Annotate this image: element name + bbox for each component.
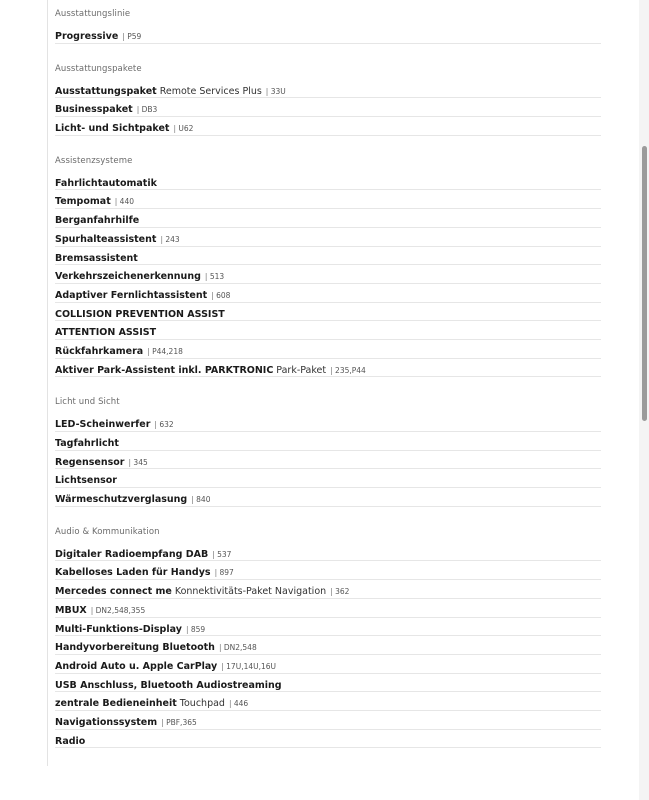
equipment-code: | 840	[191, 495, 210, 504]
equipment-row	[55, 580, 601, 599]
equipment-row	[55, 303, 601, 322]
equipment-row	[55, 599, 601, 618]
equipment-name: Handyvorbereitung Bluetooth	[55, 642, 215, 654]
equipment-code: | U62	[173, 124, 193, 133]
equipment-code: | DN2,548,355	[91, 606, 145, 615]
equipment-name: COLLISION PREVENTION ASSIST	[55, 308, 225, 320]
equipment-row	[55, 488, 601, 507]
equipment-row	[55, 692, 601, 711]
equipment-list	[55, 0, 601, 759]
equipment-section	[55, 55, 601, 136]
equipment-row	[55, 711, 601, 730]
equipment-row	[55, 655, 601, 674]
equipment-name: Licht- und Sichtpaket	[55, 123, 170, 135]
equipment-code: | 345	[129, 458, 148, 467]
equipment-name: Bremsassistent	[55, 252, 138, 264]
equipment-row	[55, 636, 601, 655]
equipment-section	[55, 0, 601, 44]
equipment-name: ATTENTION ASSIST	[55, 327, 157, 339]
equipment-code: | 513	[205, 272, 224, 281]
equipment-name: Verkehrszeichenerkennung	[55, 271, 201, 283]
scrollbar-thumb[interactable]	[642, 146, 647, 421]
equipment-package: Touchpad	[179, 698, 225, 710]
equipment-name: Navigationssystem	[55, 716, 158, 728]
equipment-row	[55, 265, 601, 284]
equipment-row	[55, 618, 601, 637]
equipment-row	[55, 451, 601, 470]
equipment-row	[55, 98, 601, 117]
equipment-code: | 897	[215, 568, 234, 577]
equipment-name: zentrale Bedieneinheit	[55, 698, 177, 710]
equipment-code: | 446	[229, 699, 248, 708]
equipment-name: Ausstattungspaket	[55, 85, 157, 97]
equipment-code: | DB3	[137, 105, 158, 114]
equipment-name: Rückfahrkamera	[55, 345, 144, 357]
equipment-name: LED-Scheinwerfer	[55, 419, 151, 431]
equipment-section	[55, 147, 601, 378]
equipment-row	[55, 25, 601, 44]
equipment-name: Adaptiver Fernlichtassistent	[55, 289, 208, 301]
equipment-section	[55, 388, 601, 506]
equipment-row	[55, 543, 601, 562]
section-title: Ausstattungspakete	[55, 63, 142, 74]
equipment-name: Aktiver Park-Assistent inkl. PARKTRONIC	[55, 364, 274, 376]
left-divider-line	[47, 0, 48, 766]
equipment-row	[55, 413, 601, 432]
equipment-row	[55, 340, 601, 359]
equipment-code: | 537	[212, 550, 231, 559]
equipment-package: Park-Paket	[276, 364, 327, 376]
equipment-code: | 608	[211, 291, 230, 300]
equipment-name: Spurhalteassistent	[55, 233, 157, 245]
equipment-code: | DN2,548	[219, 643, 257, 652]
equipment-name: Berganfahrhilfe	[55, 215, 140, 227]
equipment-row	[55, 321, 601, 340]
equipment-row	[55, 247, 601, 266]
equipment-row	[55, 209, 601, 228]
equipment-name: Lichtsensor	[55, 475, 117, 487]
equipment-row	[55, 190, 601, 209]
scrollbar-track[interactable]	[639, 0, 649, 800]
equipment-name: Progressive	[55, 31, 119, 42]
equipment-code: | 362	[330, 587, 349, 596]
equipment-name: USB Anschluss, Bluetooth Audiostreaming	[55, 679, 282, 691]
equipment-code: | P59	[122, 32, 141, 41]
equipment-name: Tempomat	[55, 196, 111, 208]
equipment-name: Multi-Funktions-Display	[55, 623, 182, 635]
equipment-row	[55, 359, 601, 378]
section-title: Assistenzsysteme	[55, 155, 133, 166]
section-title: Ausstattungslinie	[55, 9, 131, 19]
equipment-name: Radio	[55, 735, 86, 747]
equipment-row	[55, 284, 601, 303]
equipment-code: | 632	[154, 420, 173, 429]
equipment-name: Businesspaket	[55, 104, 133, 116]
equipment-name: Wärmeschutzverglasung	[55, 494, 188, 506]
equipment-code: | 235,P44	[330, 366, 366, 375]
equipment-name: Digitaler Radioempfang DAB	[55, 548, 209, 560]
equipment-package: Remote Services Plus	[159, 85, 262, 97]
section-title: Audio & Kommunikation	[55, 526, 160, 537]
equipment-name: Android Auto u. Apple CarPlay	[55, 660, 218, 672]
equipment-code: | 440	[115, 197, 134, 206]
equipment-row	[55, 469, 601, 488]
equipment-section	[55, 518, 601, 749]
equipment-row	[55, 228, 601, 247]
equipment-code: | 243	[160, 235, 179, 244]
equipment-name: Mercedes connect me	[55, 586, 172, 598]
equipment-name: Fahrlichtautomatik	[55, 177, 157, 189]
section-title: Licht und Sicht	[55, 397, 120, 408]
equipment-package: Konnektivitäts-Paket Navigation	[174, 586, 327, 598]
equipment-name: Kabelloses Laden für Handys	[55, 567, 211, 579]
equipment-code: | 33U	[266, 87, 286, 96]
equipment-name: Tagfahrlicht	[55, 438, 119, 449]
equipment-row	[55, 172, 601, 191]
equipment-row	[55, 730, 601, 749]
equipment-code: | P44,218	[147, 347, 183, 356]
equipment-row	[55, 432, 601, 451]
equipment-row	[55, 117, 601, 136]
equipment-name: Regensensor	[55, 456, 125, 468]
equipment-row	[55, 561, 601, 580]
equipment-code: | 859	[186, 625, 205, 634]
equipment-row	[55, 80, 601, 99]
equipment-name: MBUX	[55, 604, 87, 616]
equipment-row	[55, 674, 601, 693]
equipment-code: | 17U,14U,16U	[221, 662, 276, 671]
equipment-code: | PBF,365	[161, 718, 197, 727]
